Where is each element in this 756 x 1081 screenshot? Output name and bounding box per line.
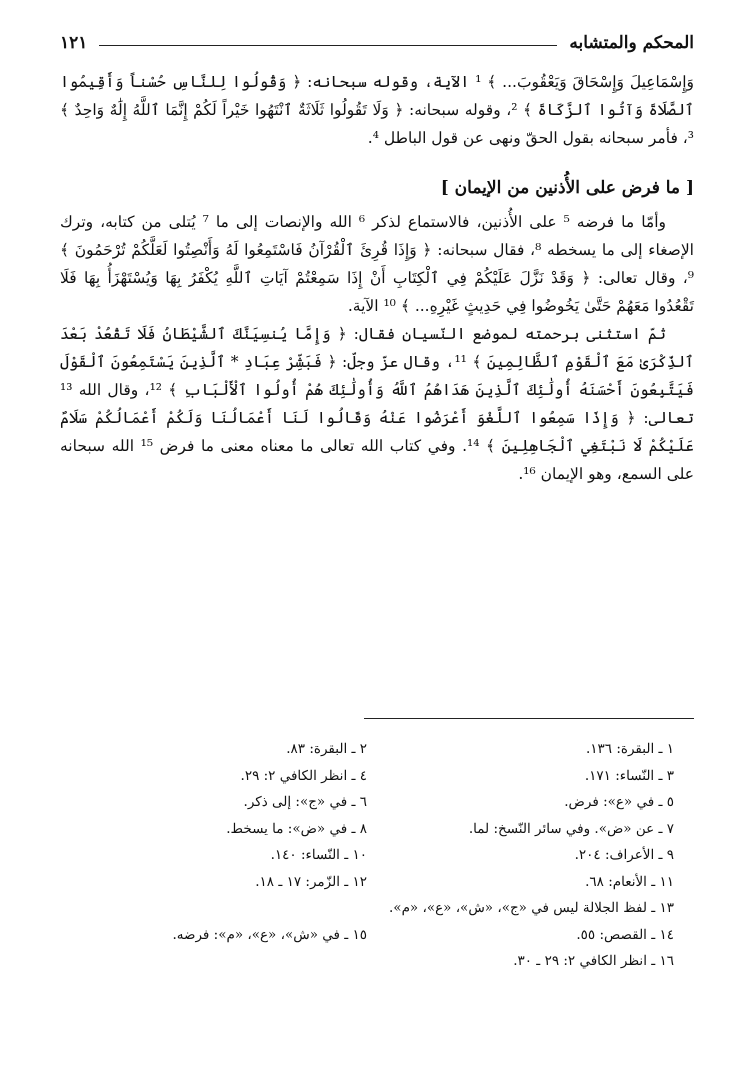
- footnote-5: ٥ ـ في «ع»: فرض.: [564, 794, 674, 810]
- footnote-row: [60, 948, 674, 975]
- paragraph-3: ثمّ استثنى برحمته لموضع النّسيان فقال: ﴿ وَإِمَّا يُنسِيَنَّكَ ٱلشَّيْطَانُ فَلَا تَقْعُدْ بَعْدَ ٱلذِّكْرَىٰ مَعَ ٱلْقَوْمِ ٱلظَّالِمِينَ ﴾ ¹¹، وقال عزّ وجلّ: ﴿ فَبَشِّرْ عِبَادِ * ٱلَّذِينَ يَسْتَمِعُونَ ٱلْقَوْلَ فَيَتَّبِعُونَ أَحْسَنَهُ أُولَٰئِكَ ٱلَّذِينَ هَدَاهُمُ ٱللَّهُ وَأُولَٰئِكَ هُمْ أُولُوا ٱلْأَلْبَابِ ﴾ ¹²، وقال الله ¹³ تعالى: ﴿ وَإِذَا سَمِعُوا ٱللَّغْوَ أَعْرَضُوا عَنْهُ وَقَالُوا لَنَا أَعْمَالُنَا وَلَكُمْ أَعْمَالُكُمْ سَلَامٌ عَلَيْكُمْ لَا نَبْتَغِي ٱلْجَاهِلِينَ ﴾ ¹⁴. وفي كتاب الله تعالى ما معناه معنى ما فرض ¹⁵ الله سبحانه على السمع، وهو الإيمان ¹⁶.: [60, 325, 695, 483]
- footnote-4: ٤ ـ انظر الكافي ٢: ٢٩.: [240, 767, 367, 784]
- footnote-row: [60, 869, 674, 896]
- running-title: المحكم والمتشابه: [569, 33, 694, 53]
- footnote-10: ١٠ ـ النّساء: ١٤٠.: [270, 847, 367, 863]
- footnote-row: [60, 736, 674, 763]
- footnote-1: ١ ـ البقرة: ١٣٦.: [586, 741, 674, 757]
- footnote-12: ١٢ ـ الزّمر: ١٧ ـ ١٨.: [255, 873, 367, 890]
- footnote-9: ٩ ـ الأعراف: ٢٠٤.: [574, 847, 674, 863]
- paragraph-1: وَإِسْمَاعِيلَ وَإِسْحَاقَ وَيَعْقُوبَ... ﴾ ¹ الآية، وقوله سبحانه: ﴿ وَقُولُوا لِلنَّاسِ حُسْناً وَأَقِيمُوا ٱلصَّلَاةَ وَآتُوا ٱلزَّكَاةَ ﴾ ²، وقوله سبحانه: ﴿ وَلَا تَقُولُوا ثَلَاثَةٌ ٱنْتَهُوا خَيْراً لَكُمْ إِنَّمَا ٱللَّهُ إِلَٰهٌ وَاحِدٌ ﴾ ³، فأمر سبحانه بقول الحقّ ونهى عن قول الباطل ⁴.: [60, 73, 695, 147]
- running-header: [60, 30, 694, 56]
- footnotes: [60, 736, 674, 975]
- footnote-2: ٢ ـ البقرة: ٨٣.: [286, 741, 367, 757]
- footnote-row: [60, 922, 674, 949]
- page-number: ١٢١: [60, 33, 88, 53]
- footnote-14: ١٤ ـ القصص: ٥٥.: [576, 926, 674, 943]
- header-rule: [99, 45, 557, 46]
- footnote-3: ٣ ـ النّساء: ١٧١.: [584, 767, 674, 784]
- footnote-6: ٦ ـ في «ج»: إلى ذكر.: [243, 794, 367, 810]
- footnote-row: [60, 816, 674, 843]
- paragraph-2: وأمّا ما فرضه ⁵ على الأُذنين، فالاستماع لذكر ⁶ الله والإنصات إلى ما ⁷ يُتلى من كتابه، وترك الإصغاء إلى ما يسخطه ⁸، فقال سبحانه: ﴿ وَإِذَا قُرِئَ ٱلْقُرْآنُ فَاسْتَمِعُوا لَهُ وَأَنْصِتُوا لَعَلَّكُمْ تُرْحَمُونَ ﴾ ⁹، وقال تعالى: ﴿ وَقَدْ نَزَّلَ عَلَيْكُمْ فِي ٱلْكِتَابِ أَنْ إِذَا سَمِعْتُمْ آيَاتِ ٱللَّهِ يُكْفَرُ بِهَا وَيُسْتَهْزَأُ بِهَا فَلَا تَقْعُدُوا مَعَهُمْ حَتَّىٰ يَخُوضُوا فِي حَدِيثٍ غَيْرِهِ... ﴾ ¹⁰ الآية.: [60, 213, 694, 315]
- footnote-row: [60, 895, 674, 922]
- footnote-11: ١١ ـ الأنعام: ٦٨.: [585, 873, 674, 890]
- footnote-separator: [364, 718, 694, 719]
- main-text: [60, 68, 694, 488]
- footnote-16: ١٦ ـ انظر الكافي ٢: ٢٩ ـ ٣٠.: [513, 953, 674, 969]
- footnote-row: [60, 789, 674, 816]
- footnote-15: ١٥ ـ في «ش»، «ع»، «م»: فرضه.: [172, 926, 367, 943]
- footnote-8: ٨ ـ في «ض»: ما يسخط.: [226, 820, 367, 837]
- footnote-row: [60, 763, 674, 790]
- section-heading: [ ما فرض على الأُذنين من الإيمان ]: [440, 178, 694, 198]
- footnote-13: ١٣ ـ لفظ الجلالة ليس في «ج»، «ش»، «ع»، «م».: [389, 900, 674, 916]
- footnote-7: ٧ ـ عن «ض». وفي سائر النّسخ: لما.: [468, 820, 674, 837]
- footnote-row: [60, 842, 674, 869]
